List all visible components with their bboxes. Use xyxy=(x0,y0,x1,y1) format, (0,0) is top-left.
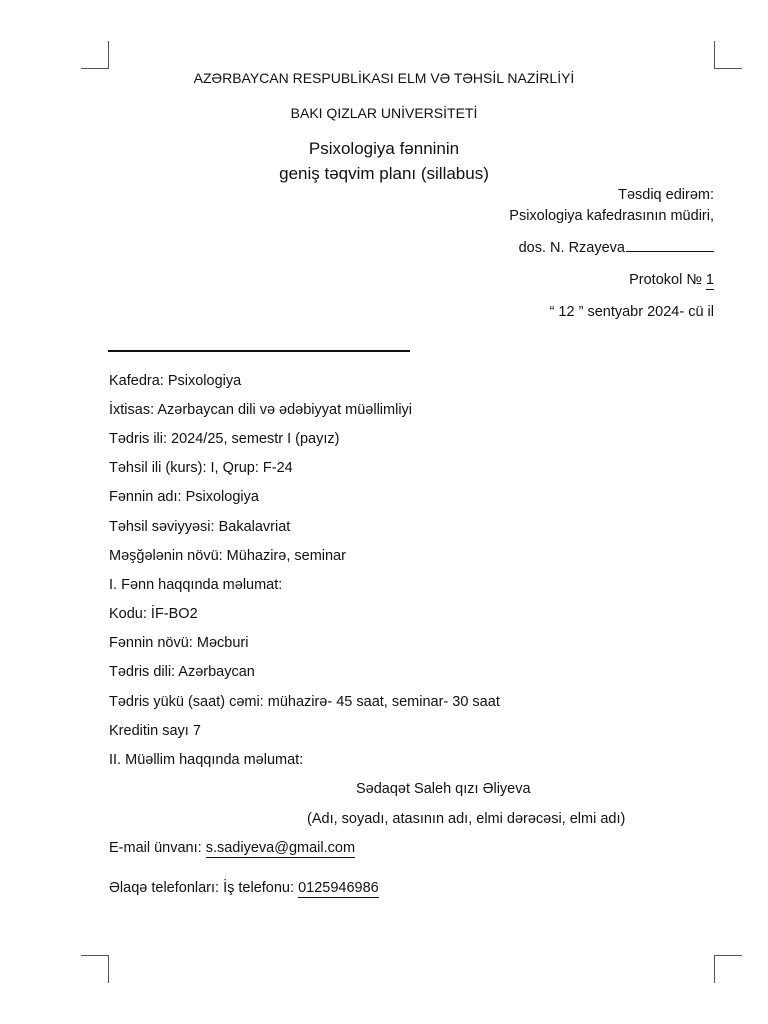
field-academic-year: Tədris ili: 2024/25, semestr I (payız) xyxy=(109,431,340,447)
signature-line xyxy=(626,251,714,252)
email-label: E-mail ünvanı: xyxy=(109,840,202,856)
section-teacher-info: II. Müəllim haqqında məlumat: xyxy=(109,752,304,768)
protocol-label: Protokol № xyxy=(629,272,702,288)
field-workload: Tədris yükü (saat) cəmi: mühazirə- 45 saat, seminar- 30 saat xyxy=(109,694,500,710)
field-subject-type: Fənnin növü: Məcburi xyxy=(109,635,249,651)
approval-position: Psixologiya kafedrasının müdiri, xyxy=(509,208,714,224)
document-title-line2: geniş təqvim planı (sillabus) xyxy=(279,164,489,183)
teacher-name-caption: (Adı, soyadı, atasının adı, elmi dərəcəsi, elmi adı) xyxy=(307,811,626,827)
field-department: Kafedra: Psixologiya xyxy=(109,373,242,389)
field-class-type: Məşğələnin növü: Mühazirə, seminar xyxy=(109,548,346,564)
approval-signature xyxy=(519,240,714,256)
teacher-name: Sədaqət Saleh qızı Əliyeva xyxy=(356,781,531,797)
email-link[interactable]: s.sadiyeva@gmail.com xyxy=(205,840,356,856)
approver-name: dos. N. Rzayeva xyxy=(518,240,625,256)
section-subject-info: I. Fənn haqqında məlumat: xyxy=(109,577,283,593)
phone-number: 0125946986 xyxy=(298,880,379,896)
document-title-line1: Psixologiya fənninin xyxy=(308,139,460,158)
field-code: Kodu: İF-BO2 xyxy=(109,606,198,622)
protocol-line xyxy=(629,272,714,288)
field-specialty: İxtisas: Azərbaycan dili və ədəbiyyat müəllimliyi xyxy=(109,402,413,418)
phone-label: Əlaqə telefonları: İş telefonu: xyxy=(109,880,295,896)
protocol-number: 1 xyxy=(705,272,714,288)
field-education-level: Təhsil səviyyəsi: Bakalavriat xyxy=(109,519,291,535)
field-course-group: Təhsil ili (kurs): I, Qrup: F-24 xyxy=(109,460,293,476)
field-language: Tədris dili: Azərbaycan xyxy=(109,664,255,680)
approval-label: Təsdiq edirəm: xyxy=(618,187,714,203)
email-line xyxy=(109,840,355,856)
field-subject-name: Fənnin adı: Psixologiya xyxy=(109,489,259,505)
approval-date: “ 12 ” sentyabr 2024- cü il xyxy=(549,304,714,320)
separator-rule xyxy=(108,350,410,352)
phone-line xyxy=(109,880,379,896)
university-heading: BAKI QIZLAR UNİVERSİTETİ xyxy=(290,105,478,121)
field-credits: Kreditin sayı 7 xyxy=(109,723,201,739)
ministry-heading: AZƏRBAYCAN RESPUBLİKASI ELM VƏ TƏHSİL NAZİRLİYİ xyxy=(193,70,575,86)
